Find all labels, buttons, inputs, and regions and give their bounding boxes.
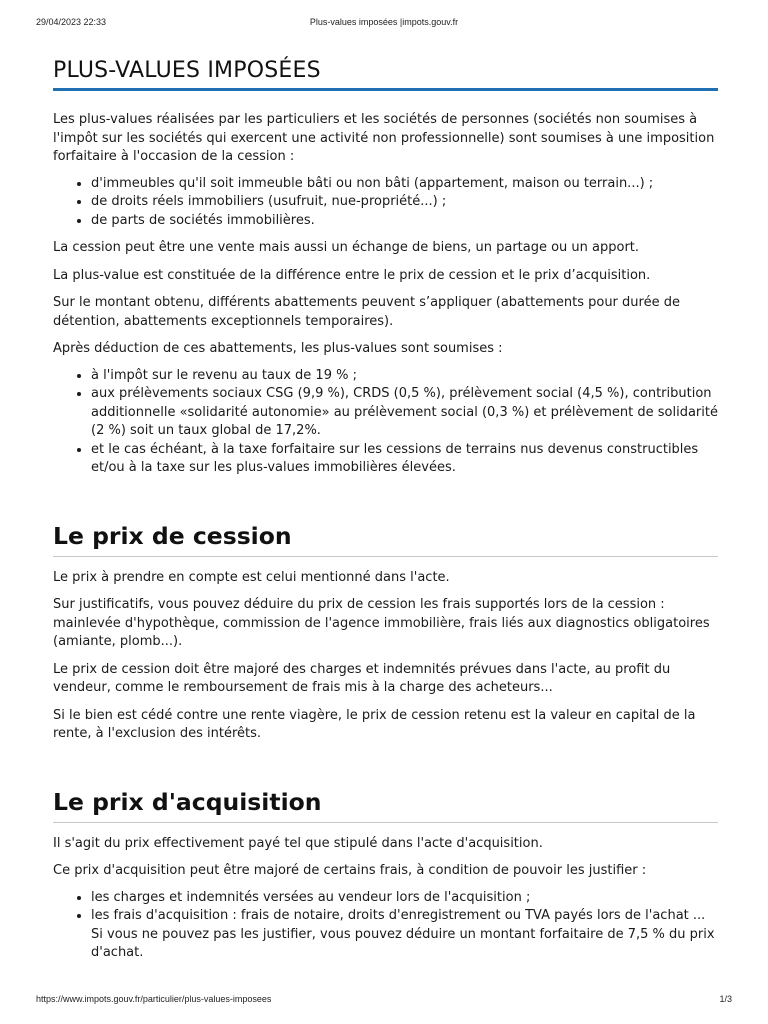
print-url: https://www.impots.gouv.fr/particulier/plus-values-imposees [36,994,272,1004]
property-types-list [53,175,718,231]
cession-paragraph: Sur justificatifs, vous pouvez déduire du prix de cession les frais supportés lors de la cession : mainlevée d'hypothèque, commission de l'agence immobilière, frais liés aux diagnostics obligatoires (amiante, plomb...). [53,597,710,649]
list-item: • à l'impôt sur le revenu au taux de 19 % ; [91,367,718,386]
print-datetime: 29/04/2023 22:33 [36,17,107,27]
section-heading-cession: Le prix de cession [53,522,718,557]
list-item: • d'immeubles qu'il soit immeuble bâti ou non bâti (appartement, maison ou terrain...) ; [91,175,718,194]
list-item: • et le cas échéant, à la taxe forfaitaire sur les cessions de terrains nus devenus constructibles et/ou à la taxe sur les plus-values immobilières élevées. [91,441,718,478]
paragraph-cession-types: La cession peut être une vente mais aussi un échange de biens, un partage ou un apport. [53,240,640,255]
list-item: • de parts de sociétés immobilières. [91,212,718,231]
paragraph-apres: Après déduction de ces abattements, les plus-values sont soumises : [53,341,503,356]
page-number: 1/3 [719,994,732,1004]
intro-paragraph: Les plus-values réalisées par les particuliers et les sociétés de personnes (sociétés non soumises à l'impôt sur les sociétés qui exercent une activité non professionnelle) sont soumises à une imposition forfaitaire à l'occasion de la cession : [53,112,715,164]
section-heading-acquisition: Le prix d'acquisition [53,788,718,823]
cession-paragraph: Si le bien est cédé contre une rente viagère, le prix de cession retenu est la valeur en capital de la rente, à l'exclusion des intérêts. [53,707,696,741]
page-title: PLUS-VALUES IMPOSÉES [53,58,718,91]
acquisition-paragraph: Il s'agit du prix effectivement payé tel que stipulé dans l'acte d'acquisition. [53,835,543,851]
tax-list [53,367,718,478]
print-page-title: Plus-values imposées |impots.gouv.fr [309,17,459,27]
print-header [36,17,732,29]
paragraph-definition: La plus-value est constituée de la différence entre le prix de cession et le prix d’acquisition. [53,267,651,283]
cession-paragraph: Le prix à prendre en compte est celui mentionné dans l'acte. [53,569,450,585]
acquisition-paragraph: Ce prix d'acquisition peut être majoré de certains frais, à condition de pouvoir les justifier : [53,863,647,878]
list-item: • les charges et indemnités versées au vendeur lors de l'acquisition ; [91,889,718,908]
list-item: • aux prélèvements sociaux CSG (9,9 %), CRDS (0,5 %), prélèvement social (4,5 %), contribution additionnelle «solidarité autonomie» au prélèvement social (0,3 %) et prélèvement de solidarité (2 %) soit un taux global de 17,2%. [91,385,718,441]
print-footer [36,994,732,1006]
article [53,58,718,963]
list-item: • de droits réels immobiliers (usufruit, nue-propriété...) ; [91,193,718,212]
paragraph-abattements: Sur le montant obtenu, différents abattements peuvent s’appliquer (abattements pour durée de détention, abattements exceptionnels temporaires). [53,295,680,329]
list-item-text: les frais d'acquisition : frais de notaire, droits d'enregistrement ou TVA payés lors de l'achat ... [91,908,706,923]
acquisition-fees-list [53,889,718,963]
list-item-continuation: Si vous ne pouvez pas les justifier, vous pouvez déduire un montant forfaitaire de 7,5 % du prix d'achat. [91,926,715,960]
cession-paragraph: Le prix de cession doit être majoré des charges et indemnités prévues dans l'acte, au profit du vendeur, comme le remboursement de frais mis à la charge des acheteurs... [53,661,671,695]
list-item [91,907,718,963]
